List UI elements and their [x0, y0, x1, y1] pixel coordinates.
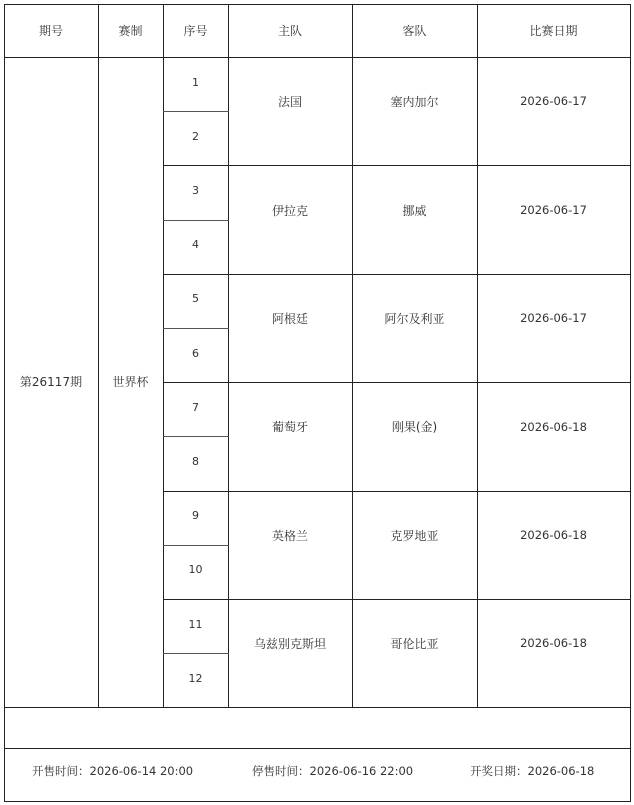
- seq-cell: 8: [192, 454, 199, 468]
- header-seq: 序号: [183, 23, 208, 38]
- seq-cell: 5: [192, 292, 199, 306]
- seq-cell: 3: [192, 183, 199, 197]
- sale-start-time: 开售时间：2026-06-14 20:00: [32, 764, 194, 778]
- column-border: [163, 4, 164, 708]
- away-team-cell: 塞内加尔: [390, 95, 439, 110]
- seq-sub-border: [163, 111, 229, 112]
- column-border: [98, 4, 99, 708]
- seq-cell: 4: [192, 238, 199, 252]
- seq-cell: 1: [192, 75, 199, 89]
- format-cell: 世界杯: [112, 375, 149, 390]
- match-row-border: [163, 165, 631, 166]
- match-row-border: [163, 491, 631, 492]
- away-team-cell: 刚果(金): [391, 420, 438, 435]
- match-row-border: [163, 599, 631, 600]
- column-border: [4, 4, 5, 802]
- draw-date: 开奖日期：2026-06-18: [470, 764, 595, 778]
- away-team-cell: 克罗地亚: [390, 528, 439, 543]
- match-date-cell: 2026-06-18: [520, 419, 587, 434]
- header-home: 主队: [277, 23, 302, 38]
- seq-cell: 11: [188, 617, 203, 631]
- column-border: [352, 4, 353, 708]
- home-team-cell: 法国: [277, 95, 302, 110]
- match-row-border: [163, 382, 631, 383]
- table-bottom-border: [4, 801, 631, 802]
- match-date-cell: 2026-06-17: [520, 311, 587, 326]
- seq-cell: 6: [192, 346, 199, 360]
- home-team-cell: 葡萄牙: [271, 420, 308, 435]
- away-team-cell: 阿尔及利亚: [384, 311, 445, 326]
- sale-info-footer: [4, 748, 630, 794]
- match-row-border: [163, 274, 631, 275]
- home-team-cell: 阿根廷: [271, 311, 308, 326]
- match-date-cell: 2026-06-17: [520, 202, 587, 217]
- column-border: [228, 4, 229, 708]
- seq-cell: 2: [192, 129, 199, 143]
- seq-sub-border: [163, 545, 229, 546]
- seq-cell: 10: [188, 563, 203, 577]
- seq-cell: 9: [192, 509, 199, 523]
- header-date: 比赛日期: [529, 23, 578, 38]
- seq-sub-border: [163, 220, 229, 221]
- seq-cell: 12: [188, 671, 203, 685]
- seq-sub-border: [163, 328, 229, 329]
- header-issue: 期号: [38, 23, 63, 38]
- away-team-cell: 哥伦比亚: [390, 637, 439, 652]
- sale-stop-time: 停售时间：2026-06-16 22:00: [252, 764, 414, 778]
- column-border: [630, 4, 631, 802]
- home-team-cell: 乌兹别克斯坦: [253, 637, 326, 652]
- home-team-cell: 英格兰: [271, 528, 308, 543]
- header-away: 客队: [402, 23, 427, 38]
- seq-sub-border: [163, 436, 229, 437]
- issue-cell: 第26117期: [19, 375, 83, 390]
- match-date-cell: 2026-06-17: [520, 94, 587, 109]
- home-team-cell: 伊拉克: [271, 203, 308, 218]
- header-format: 赛制: [118, 23, 143, 38]
- seq-cell: 7: [192, 400, 199, 414]
- away-team-cell: 挪威: [402, 203, 427, 218]
- seq-sub-border: [163, 653, 229, 654]
- column-border: [477, 4, 478, 708]
- match-date-cell: 2026-06-18: [520, 636, 587, 651]
- match-date-cell: 2026-06-18: [520, 528, 587, 543]
